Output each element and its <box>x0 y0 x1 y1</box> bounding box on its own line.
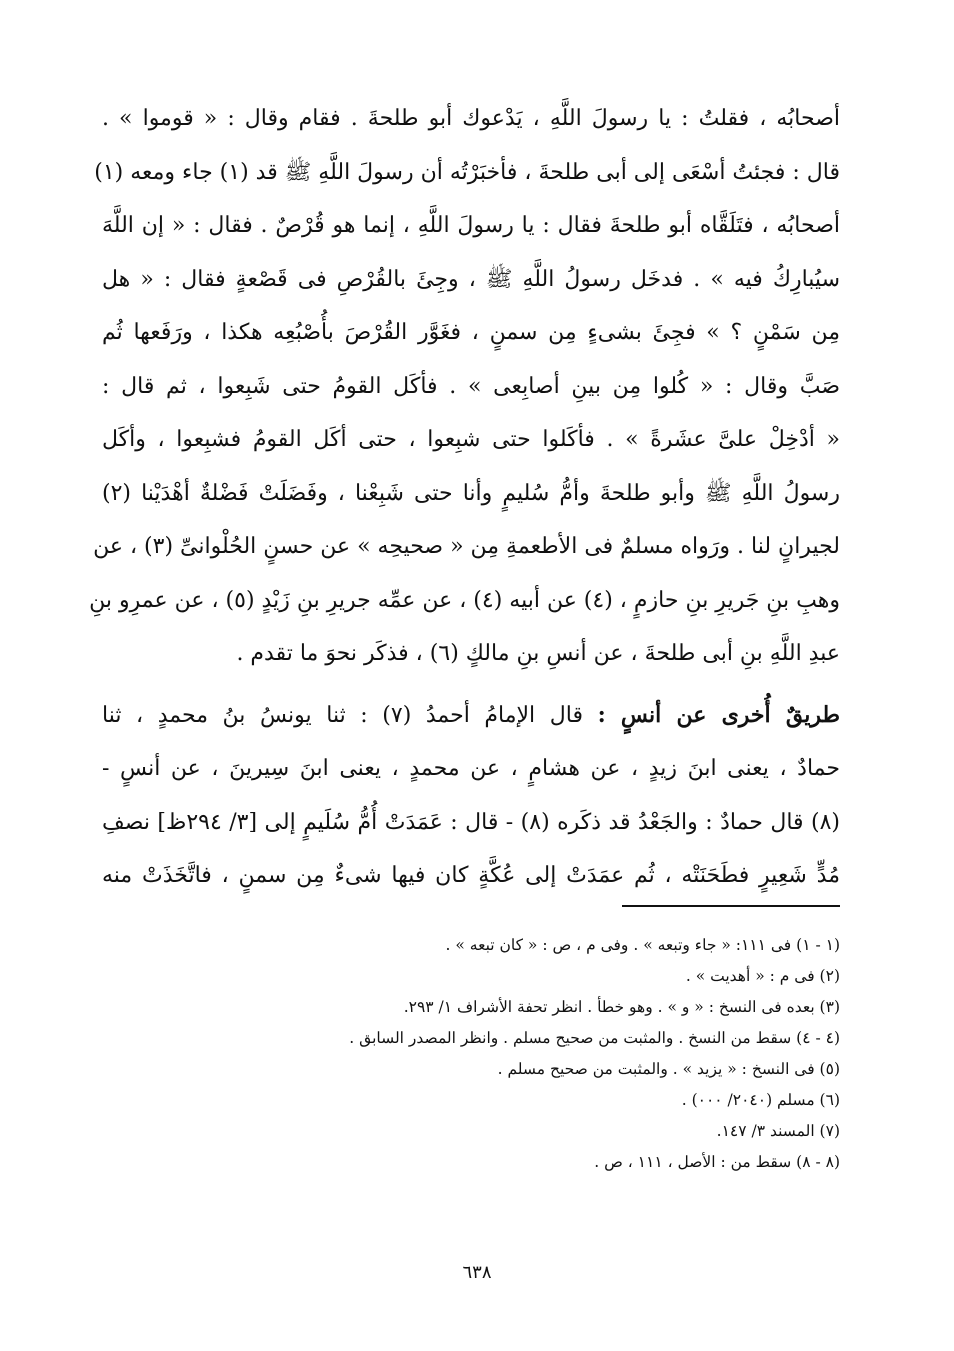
section-first-line-text: قال الإمامُ أحمدُ (٧) : ثنا يونسُ بنُ محمدٍ ، ثنا <box>102 702 583 728</box>
section-heading: طريقٌ أُخرى عن أنسٍ : <box>597 701 841 728</box>
text-line: صَبَّ وقال : « كُلوا مِن بينِ أصابِعى » . فأكَل القومُ حتى شَبِعوا ، ثم قال : <box>102 373 840 399</box>
text-line: سيُبارِكُ فيه » . فدخَل رسولُ اللَّهِ ﷺ ، وجِئَ بالقُرْصِ فى قَصْعةٍ فقال : « هل <box>102 266 840 292</box>
text-line: حمادٌ ، يعنى ابنَ زيدٍ ، عن هشامٍ ، عن محمدٍ ، يعنى ابنَ سِيرينَ ، عن أنسٍ - <box>102 756 840 781</box>
text-line: قال : فجئتُ أسْعَى إلى أبى طلحةَ ، فأخبَرْتُه أن رسولَ اللَّهِ ﷺ قد (١) جاء ومعه (١) <box>94 159 840 185</box>
paragraph-gap <box>102 681 840 689</box>
footnote-separator <box>622 905 840 907</box>
footnote: (٦) مسلم (٢٠٤٠/ ٠٠٠) . <box>681 1091 840 1109</box>
footnote: (٧) المسند ٣/ ١٤٧. <box>716 1122 840 1140</box>
text-line: مُدٍّ شَعِيرٍ فطَحَنَتْه ، ثُم عمَدَتْ إلى عُكَّةٍ كان فيها شىءٌ مِن سمنٍ ، فاتَّخَذَتْ منه <box>102 863 840 888</box>
footnote: (٨ - ٨) سقط من : الأصل ، ١١١ ، ص . <box>594 1153 840 1171</box>
footnote: (١ - ١) فى ١١١: « جاء وتبعه » . وفى م ، ص : « كان تبعه » . <box>445 936 840 954</box>
text-line: مِن سَمْنٍ ؟ » فجِئَ بشىءٍ مِن سمنٍ ، فغَوَّر القُرْصَ بأُصْبُعِه هكذا ، ورَفَعها ثُم <box>102 320 840 345</box>
text-line: عبدِ اللَّهِ بنِ أبى طلحةَ ، عن أنسِ بنِ مالكٍ (٦) ، فذكَر نحوَ ما تقدم . <box>236 641 840 666</box>
footnote: (٤ - ٤) سقط من النسخ . والمثبت من صحيح مسلم . وانظر المصدر السابق . <box>349 1029 840 1047</box>
footnote: (٢) فى م : « أهديت » . <box>685 967 840 985</box>
footnote: (٣) بعده فى النسخ : « و » . وهو خطأ . انظر تحفة الأشراف ١/ ٢٩٣. <box>403 998 840 1016</box>
section-first-line <box>102 689 840 743</box>
text-line: رسولُ اللَّهِ ﷺ وأبو طلحةَ وأمُّ سُليمٍ وأنا حتى شَبِعْنا ، وفَضَلَتْ فَضْلةٌ أهْدَيْنا (٢) <box>102 480 840 506</box>
text-line: أصحابُه ، فقلتُ : يا رسولَ اللَّهِ ، يَدْعوك أبو طلحةَ . فقام وقال : « قوموا » . <box>102 106 840 131</box>
text-line: « أدْخِلْ علىَّ عشَرةً » . فأكَلوا حتى شبِعوا ، حتى أكَل القومُ فشبِعوا ، وأكَل <box>102 427 840 452</box>
text-line: لجيرانٍ لنا . ورَواه مسلمٌ فى الأطعمةِ مِن « صحيحِه » عن حسنٍ الحُلْوانىِّ (٣) ، عن <box>93 534 840 559</box>
text-line: وهبِ بنِ جَريرِ بنِ حازمٍ ، (٤) عن أبيه (٤) ، عن عمِّه جريرِ بنِ زَيْدٍ (٥) ، عن عمرِو بنِ <box>89 587 840 613</box>
text-line: (٨) قال حمادٌ : والجَعْدُ قد ذكَره (٨) - قال : عَمَدَتْ أُمُّ سُلَيمٍ إلى [٣/ ٢٩٤ظ] نصفِ <box>102 809 841 835</box>
footnotes <box>120 930 840 1178</box>
text-line: أصحابُه ، فتَلَقَّاه أبو طلحةَ فقال : يا رسولَ اللَّهِ ، إنما هو قُرْصٌ . فقال : « إن اللَّهَ <box>102 213 840 238</box>
footnote: (٥) فى النسخ : « يزيد » . والمثبت من صحيح مسلم . <box>497 1060 840 1078</box>
main-text <box>89 92 841 903</box>
page-number: ٦٣٨ <box>462 1262 492 1283</box>
